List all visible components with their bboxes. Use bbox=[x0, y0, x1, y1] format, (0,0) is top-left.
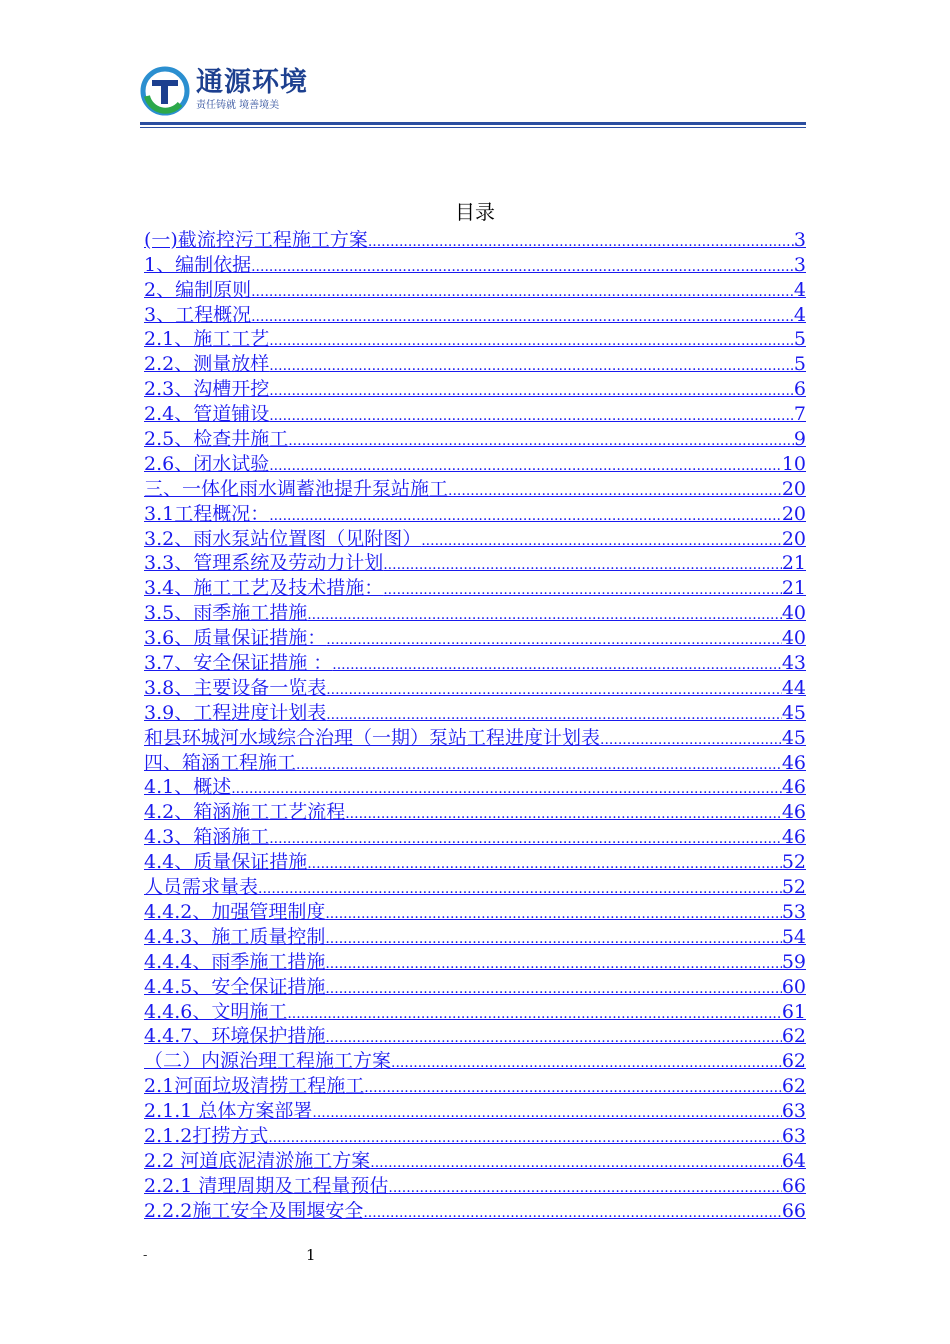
toc-entry[interactable] bbox=[144, 550, 806, 575]
toc-entry[interactable] bbox=[144, 873, 806, 898]
toc-leader-dots bbox=[383, 581, 782, 599]
toc-entry-title: （二）内源治理工程施工方案 bbox=[144, 1050, 392, 1073]
company-slogan: 责任铸就 境善境美 bbox=[196, 100, 280, 111]
toc-entry[interactable] bbox=[144, 649, 806, 674]
company-name: 通源环境 bbox=[196, 67, 308, 98]
toc-entry[interactable] bbox=[144, 574, 806, 599]
toc-entry-page: 45 bbox=[781, 701, 806, 724]
toc-entry-page: 62 bbox=[781, 1025, 806, 1048]
toc-entry[interactable] bbox=[144, 848, 806, 873]
toc-entry-title: 2.2.2施工安全及围堰安全 bbox=[144, 1199, 364, 1222]
toc-entry-page: 20 bbox=[781, 527, 806, 550]
toc-entry-page: 62 bbox=[781, 1050, 806, 1073]
toc-leader-dots bbox=[269, 332, 794, 350]
toc-entry-title: 3.4、施工工艺及技术措施： bbox=[144, 577, 384, 600]
toc-entry[interactable] bbox=[144, 699, 806, 724]
toc-entry[interactable] bbox=[144, 1197, 806, 1222]
toc-entry-page: 60 bbox=[781, 975, 806, 998]
toc-entry-title: 2.1、施工工艺 bbox=[144, 328, 270, 351]
toc-entry-page: 66 bbox=[781, 1199, 806, 1222]
toc-entry-title: 2.2.1 清理周期及工程量预估 bbox=[144, 1174, 389, 1197]
toc-entry-title: 2.3、沟槽开挖 bbox=[144, 378, 270, 401]
toc-entry-title: 4.1、概述 bbox=[144, 776, 232, 799]
toc-title: 目录 bbox=[455, 200, 495, 224]
toc-entry-page: 40 bbox=[781, 602, 806, 625]
toc-entry-title: 2.2、测量放样 bbox=[144, 353, 270, 376]
toc-entry-title: 2.2 河道底泥清淤施工方案 bbox=[144, 1149, 371, 1172]
toc-entry[interactable] bbox=[144, 724, 806, 749]
toc-leader-dots bbox=[307, 606, 782, 624]
toc-leader-dots bbox=[421, 532, 782, 550]
toc-entry[interactable] bbox=[144, 973, 806, 998]
toc-entry[interactable] bbox=[144, 774, 806, 799]
toc-entry-page: 44 bbox=[781, 676, 806, 699]
toc-leader-dots bbox=[363, 1204, 781, 1222]
page-number: 1 bbox=[306, 1246, 316, 1264]
toc-entry[interactable] bbox=[144, 301, 806, 326]
toc-leader-dots bbox=[268, 1129, 781, 1147]
toc-entry[interactable] bbox=[144, 1172, 806, 1197]
toc-entry-title: 3.8、主要设备一览表 bbox=[144, 676, 327, 699]
toc-leader-dots bbox=[326, 681, 782, 699]
toc-entry-title: 4.4.3、施工质量控制 bbox=[144, 925, 326, 948]
toc-entry-title: 2、编制原则 bbox=[144, 278, 252, 301]
toc-entry[interactable] bbox=[144, 350, 806, 375]
toc-entry-title: 4.3、箱涵施工 bbox=[144, 826, 270, 849]
toc-entry-page: 7 bbox=[793, 403, 806, 426]
toc-entry-title: 四、箱涵工程施工 bbox=[144, 751, 297, 774]
toc-leader-dots bbox=[251, 283, 794, 301]
toc-leader-dots bbox=[391, 1054, 782, 1072]
toc-entry-title: 人员需求量表 bbox=[144, 876, 259, 899]
toc-leader-dots bbox=[251, 308, 794, 326]
toc-entry-title: 3.9、工程进度计划表 bbox=[144, 701, 327, 724]
toc-leader-dots bbox=[269, 457, 782, 475]
toc-leader-dots bbox=[368, 233, 794, 251]
toc-leader-dots bbox=[288, 432, 794, 450]
toc-leader-dots bbox=[325, 955, 781, 973]
page-header bbox=[140, 60, 806, 130]
company-logo-icon bbox=[140, 66, 190, 116]
toc-leader-dots bbox=[312, 1104, 781, 1122]
toc-leader-dots bbox=[383, 556, 782, 574]
toc-entry-title: 4.4.6、文明施工 bbox=[144, 1000, 288, 1023]
toc-entry-title: 2.6、闭水试验 bbox=[144, 452, 270, 475]
toc-entry-title: 3、工程概况 bbox=[144, 303, 252, 326]
toc-entry-page: 5 bbox=[793, 328, 806, 351]
toc-entry-title: 3.7、安全保证措施 ： bbox=[144, 652, 333, 675]
toc-entry-title: 2.1.2打捞方式 bbox=[144, 1124, 269, 1147]
toc-entry-page: 52 bbox=[781, 851, 806, 874]
toc-entry[interactable] bbox=[144, 1072, 806, 1097]
toc-entry-title: (一)截流控污工程施工方案 bbox=[144, 228, 368, 251]
toc-entry-page: 46 bbox=[781, 751, 806, 774]
toc-entry[interactable] bbox=[144, 400, 806, 425]
toc-entry[interactable] bbox=[144, 599, 806, 624]
toc-entry-title: 4.4.4、雨季施工措施 bbox=[144, 950, 326, 973]
toc-entry-page: 5 bbox=[793, 353, 806, 376]
toc-leader-dots bbox=[269, 830, 782, 848]
toc-entry[interactable] bbox=[144, 1097, 806, 1122]
toc-entry-page: 4 bbox=[793, 278, 806, 301]
toc-entry-page: 63 bbox=[781, 1100, 806, 1123]
toc-entry-page: 45 bbox=[781, 726, 806, 749]
toc-entry-page: 66 bbox=[781, 1174, 806, 1197]
toc-entry-page: 3 bbox=[793, 228, 806, 251]
toc-entry-page: 53 bbox=[781, 900, 806, 923]
toc-leader-dots bbox=[388, 1179, 781, 1197]
toc-entry[interactable] bbox=[144, 1147, 806, 1172]
toc-entry-title: 4.4.2、加强管理制度 bbox=[144, 900, 326, 923]
toc-entry-page: 61 bbox=[781, 1000, 806, 1023]
toc-entry-page: 46 bbox=[781, 826, 806, 849]
toc-entry[interactable] bbox=[144, 998, 806, 1023]
header-rule bbox=[140, 122, 806, 125]
toc-entry[interactable] bbox=[144, 923, 806, 948]
toc-entry-page: 3 bbox=[793, 253, 806, 276]
header-rule-thin bbox=[140, 127, 806, 128]
toc-entry-title: 4.4、质量保证措施 bbox=[144, 851, 308, 874]
toc-entry[interactable] bbox=[144, 251, 806, 276]
toc-entry-title: 3.6、质量保证措施： bbox=[144, 627, 327, 650]
toc-entry-page: 20 bbox=[781, 502, 806, 525]
toc-entry-title: 3.3、管理系统及劳动力计划 bbox=[144, 552, 384, 575]
toc-entry[interactable] bbox=[144, 475, 806, 500]
toc-entry-title: 2.1.1 总体方案部署 bbox=[144, 1100, 313, 1123]
toc-entry[interactable] bbox=[144, 226, 806, 251]
toc-leader-dots bbox=[325, 930, 781, 948]
toc-entry-title: 4.2、箱涵施工工艺流程 bbox=[144, 801, 346, 824]
toc-leader-dots bbox=[287, 1005, 781, 1023]
toc-entry-title: 2.5、检查井施工 bbox=[144, 428, 289, 451]
toc-entry-page: 21 bbox=[781, 552, 806, 575]
toc-leader-dots bbox=[325, 980, 781, 998]
toc-leader-dots bbox=[269, 382, 794, 400]
toc-entry[interactable] bbox=[144, 1122, 806, 1147]
toc-leader-dots bbox=[326, 631, 782, 649]
toc-leader-dots bbox=[296, 756, 782, 774]
toc-leader-dots bbox=[448, 482, 782, 500]
toc-entry-title: 和县环城河水域综合治理（一期）泵站工程进度计划表 bbox=[144, 726, 601, 749]
toc-entry-title: 2.4、管道铺设 bbox=[144, 403, 270, 426]
toc-entry[interactable] bbox=[144, 450, 806, 475]
toc-entry-page: 64 bbox=[781, 1149, 806, 1172]
toc-leader-dots bbox=[325, 905, 781, 923]
toc-entry[interactable] bbox=[144, 425, 806, 450]
toc-entry-title: 1、编制依据 bbox=[144, 253, 252, 276]
toc-entry-title: 三、一体化雨水调蓄池提升泵站施工 bbox=[144, 477, 449, 500]
toc-entry[interactable] bbox=[144, 525, 806, 550]
toc-entry-page: 10 bbox=[781, 452, 806, 475]
toc-leader-dots bbox=[269, 357, 794, 375]
toc-entry[interactable] bbox=[144, 898, 806, 923]
toc-entry-page: 63 bbox=[781, 1124, 806, 1147]
toc-leader-dots bbox=[370, 1154, 782, 1172]
toc-leader-dots bbox=[258, 880, 782, 898]
toc-leader-dots bbox=[364, 1079, 782, 1097]
toc-entry-page: 46 bbox=[781, 776, 806, 799]
toc-entry-title: 4.4.5、安全保证措施 bbox=[144, 975, 326, 998]
toc-entry[interactable] bbox=[144, 749, 806, 774]
toc-entry-title: 3.2、雨水泵站位置图（见附图） bbox=[144, 527, 422, 550]
table-of-contents bbox=[144, 226, 806, 1222]
toc-entry[interactable] bbox=[144, 500, 806, 525]
toc-entry[interactable] bbox=[144, 674, 806, 699]
toc-entry-title: 3.5、雨季施工措施 bbox=[144, 602, 308, 625]
toc-entry-page: 9 bbox=[793, 428, 806, 451]
toc-entry[interactable] bbox=[144, 624, 806, 649]
toc-leader-dots bbox=[345, 805, 782, 823]
toc-entry[interactable] bbox=[144, 1047, 806, 1072]
toc-entry-page: 4 bbox=[793, 303, 806, 326]
toc-entry-page: 62 bbox=[781, 1075, 806, 1098]
toc-entry[interactable] bbox=[144, 948, 806, 973]
toc-entry-page: 21 bbox=[781, 577, 806, 600]
toc-entry[interactable] bbox=[144, 375, 806, 400]
toc-leader-dots bbox=[231, 780, 782, 798]
toc-entry[interactable] bbox=[144, 326, 806, 351]
toc-leader-dots bbox=[269, 407, 794, 425]
toc-entry-page: 40 bbox=[781, 627, 806, 650]
toc-leader-dots bbox=[326, 706, 782, 724]
toc-entry[interactable] bbox=[144, 276, 806, 301]
toc-entry[interactable] bbox=[144, 1023, 806, 1048]
toc-entry-page: 54 bbox=[781, 925, 806, 948]
toc-leader-dots bbox=[600, 731, 782, 749]
toc-entry-title: 2.1河面垃圾清捞工程施工 bbox=[144, 1075, 365, 1098]
toc-entry-page: 20 bbox=[781, 477, 806, 500]
toc-leader-dots bbox=[307, 855, 782, 873]
toc-entry-page: 46 bbox=[781, 801, 806, 824]
toc-entry[interactable] bbox=[144, 798, 806, 823]
toc-leader-dots bbox=[251, 258, 794, 276]
toc-entry-title: 4.4.7、环境保护措施 bbox=[144, 1025, 326, 1048]
toc-entry-title: 3.1工程概况： bbox=[144, 502, 270, 525]
toc-entry-page: 43 bbox=[781, 652, 806, 675]
toc-leader-dots bbox=[325, 1029, 781, 1047]
toc-entry-page: 59 bbox=[781, 950, 806, 973]
toc-entry[interactable] bbox=[144, 823, 806, 848]
toc-leader-dots bbox=[269, 507, 782, 525]
footer-mark: - bbox=[143, 1248, 148, 1263]
toc-leader-dots bbox=[332, 656, 782, 674]
toc-entry-page: 52 bbox=[781, 876, 806, 899]
toc-entry-page: 6 bbox=[793, 378, 806, 401]
